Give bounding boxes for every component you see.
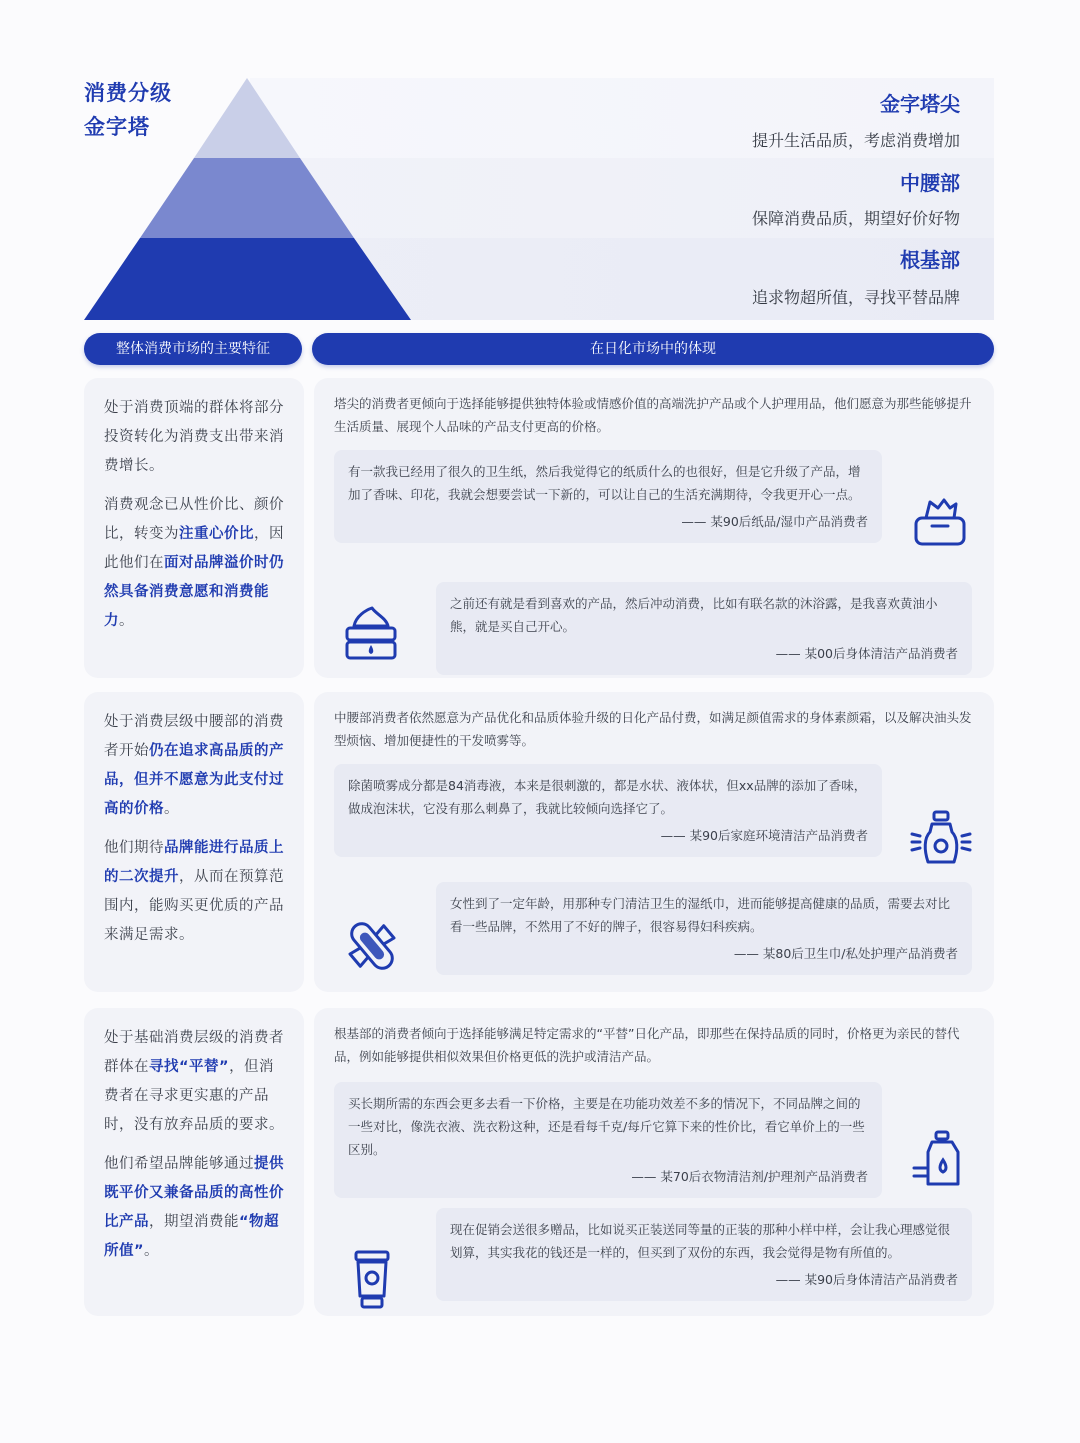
tier-name-middle: 中腰部 xyxy=(900,171,960,195)
quote-attribution: —— 某90后纸品/湿巾产品消费者 xyxy=(681,514,868,529)
tier-name-bottom: 根基部 xyxy=(900,248,960,272)
consumer-quote xyxy=(436,582,972,675)
right-card-bottom-tier xyxy=(314,1008,994,1316)
right-card-middle-tier xyxy=(314,692,994,992)
header-market-features: 整体消费市场的主要特征 xyxy=(84,333,302,365)
quote-text: 除菌喷雾成分都是84消毒液，本来是很刺激的，都是水状、液体状，但xx品牌的添加了香味，做成泡沫状，它没有那么刺鼻了，我就比较倾向选择它了。 xyxy=(348,778,867,816)
intro-text: 根基部的消费者倾向于选择能够满足特定需求的“平替”日化产品，即那些在保持品质的同时，价格更为亲民的替代品，例如能够提供相似效果但价格更低的洗护或清洁产品。 xyxy=(334,1026,960,1064)
spray-bottle-icon xyxy=(908,810,974,866)
tier-name-top: 金字塔尖 xyxy=(880,92,960,116)
left-card-text: 他们希望品牌能够通过提供既平价又兼备品质的高性价比产品，期望消费能“物超所值”。 xyxy=(104,1156,284,1259)
left-card-top-tier xyxy=(84,378,304,678)
pyramid-title xyxy=(84,76,172,144)
left-card-middle-tier xyxy=(84,692,304,992)
sanitary-pad-icon xyxy=(342,916,402,976)
intro-text: 中腰部消费者依然愿意为产品优化和品质体验升级的日化产品付费，如满足颜值需求的身体素颜霜，以及解决油头发型烦恼、增加便捷性的干发喷雾等。 xyxy=(334,710,972,748)
consumer-quote xyxy=(436,1208,972,1301)
quote-text: 买长期所需的东西会更多去看一下价格，主要是在功能功效差不多的情况下，不同品牌之间的一些对比，像洗衣液、洗衣粉这种，还是看每千克/每斤它算下来的性价比，看它单价上的一些区别。 xyxy=(348,1096,865,1157)
quote-attribution: —— 某90后身体清洁产品消费者 xyxy=(775,1272,958,1287)
pyramid-top xyxy=(194,78,300,158)
left-card-text: 处于消费层级中腰部的消费者开始仍在追求高品质的产品，但并不愿意为此支付过高的价格。 xyxy=(104,714,284,817)
pyramid-title-line2: 金字塔 xyxy=(84,115,150,139)
intro-text: 塔尖的消费者更倾向于选择能够提供独特体验或情感价值的高端洗护产品或个人护理用品，他们愿意为那些能够提升生活质量、展现个人品味的产品支付更高的价格。 xyxy=(334,396,972,434)
consumer-quote xyxy=(334,1082,882,1198)
tier-desc-bottom: 追求物超所值，寻找平替品牌 xyxy=(751,288,960,307)
header-daily-chem-market: 在日化市场中的体现 xyxy=(312,333,994,365)
cream-jar-icon xyxy=(342,606,400,662)
detergent-bottle-icon xyxy=(910,1128,968,1188)
consumer-quote xyxy=(334,764,882,857)
quote-attribution: —— 某70后衣物清洁剂/护理剂产品消费者 xyxy=(631,1169,868,1184)
quote-text: 女性到了一定年龄，用那种专门清洁卫生的湿纸巾，进而能够提高健康的品质，需要去对比看一些品牌，不然用了不好的牌子，很容易得妇科疾病。 xyxy=(450,896,951,934)
tier-desc-middle: 保障消费品质，期望好价好物 xyxy=(751,209,960,228)
quote-attribution: —— 某00后身体清洁产品消费者 xyxy=(775,646,958,661)
quote-attribution: —— 某80后卫生巾/私处护理产品消费者 xyxy=(733,946,958,961)
quote-text: 现在促销会送很多赠品，比如说买正装送同等量的正装的那种小样中样，会让我心理感觉很划算，其实我花的钱还是一样的，但买到了双份的东西，我会觉得是物有所值的。 xyxy=(450,1222,951,1260)
wet-wipes-icon xyxy=(910,496,970,550)
left-card-text: 处于消费顶端的群体将部分投资转化为消费支出带来消费增长。 xyxy=(104,400,284,474)
lotion-tube-icon xyxy=(350,1248,394,1310)
right-card-top-tier xyxy=(314,378,994,678)
quote-attribution: —— 某90后家庭环境清洁产品消费者 xyxy=(660,828,868,843)
left-card-text: 他们期待品牌能进行品质上的二次提升，从而在预算范围内，能购买更优质的产品来满足需求。 xyxy=(104,840,284,943)
pyramid-middle xyxy=(140,158,354,238)
pyramid-title-line1: 消费分级 xyxy=(84,81,172,105)
quote-text: 之前还有就是看到喜欢的产品，然后冲动消费，比如有联名款的沐浴露，是我喜欢黄油小熊，就是买自己开心。 xyxy=(450,596,938,634)
pyramid-bottom xyxy=(84,238,411,320)
consumer-quote xyxy=(334,450,882,543)
left-card-text: 消费观念已从性价比、颜价比，转变为注重心价比，因此他们在面对品牌溢价时仍然具备消费意愿和消费能力。 xyxy=(104,497,284,629)
left-card-bottom-tier xyxy=(84,1008,304,1316)
quote-text: 有一款我已经用了很久的卫生纸，然后我觉得它的纸质什么的也很好，但是它升级了产品，增加了香味、印花，我就会想要尝试一下新的，可以让自己的生活充满期待，令我更开心一点。 xyxy=(348,464,861,502)
left-card-text: 处于基础消费层级的消费者群体在寻找“平替”，但消费者在寻求更实惠的产品时，没有放弃品质的要求。 xyxy=(104,1030,284,1133)
tier-desc-top: 提升生活品质，考虑消费增加 xyxy=(751,131,960,150)
consumer-quote xyxy=(436,882,972,975)
